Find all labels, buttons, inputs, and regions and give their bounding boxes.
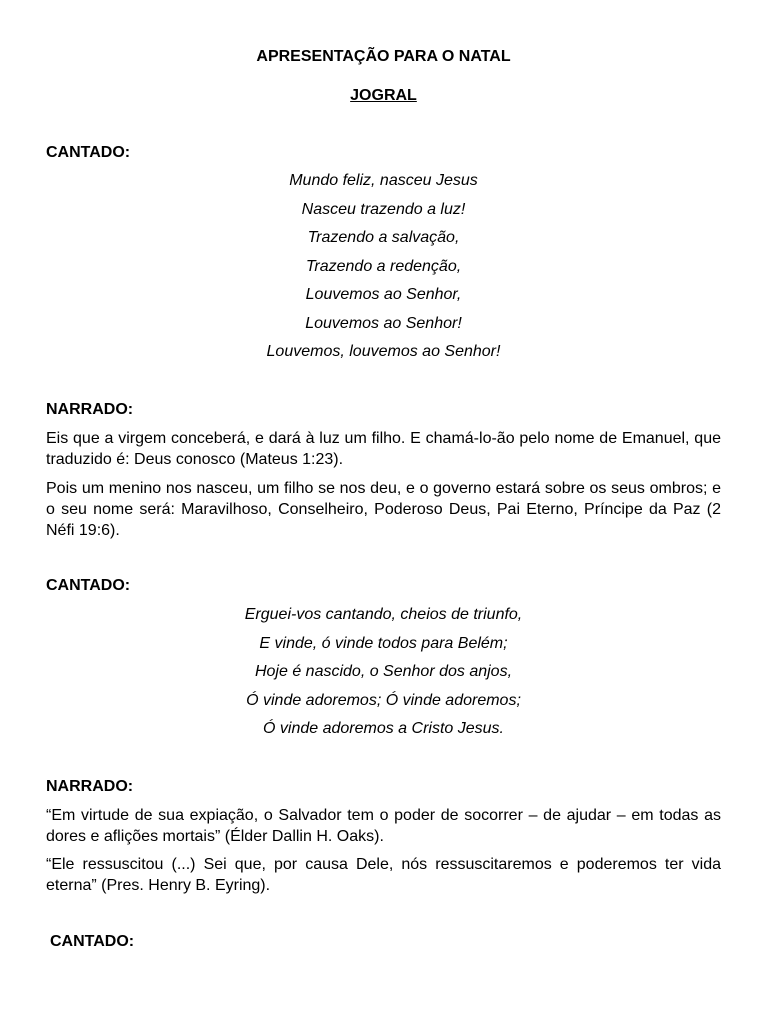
narration-paragraph: “Em virtude de sua expiação, o Salvador tem o poder de socorrer – de ajudar – em todas as dores e aflições mortais” (Élder Dallin H. Oaks).	[46, 807, 721, 845]
narration-paragraph: Eis que a virgem conceberá, e dará à luz um filho. E chamá-lo-ão pelo nome de Emanuel, que traduzido é: Deus conosco (Mateus 1:23).	[46, 430, 721, 468]
section-heading-narrado-1: NARRADO:	[46, 401, 134, 418]
verse-line: Trazendo a redenção,	[305, 257, 462, 275]
section-heading-cantado-3: CANTADO:	[50, 933, 135, 950]
verse-line: Trazendo a salvação,	[307, 229, 460, 246]
section-heading-cantado-1: CANTADO:	[46, 144, 131, 161]
narration-paragraph: Pois um menino nos nasceu, um filho se nos deu, e o governo estará sobre os seus ombros; e o seu nome será: Maravilhoso, Conselheiro, Poderoso Deus, Pai Eterno, Príncipe da Paz (2 Néfi 19:6).	[46, 480, 721, 539]
song-verse-2	[46, 605, 721, 748]
song-verse-1	[46, 171, 721, 371]
verse-line: Hoje é nascido, o Senhor dos anjos,	[254, 663, 513, 680]
verse-line: Ó vinde adoremos a Cristo Jesus.	[263, 720, 504, 737]
verse-line: Nasceu trazendo a luz!	[301, 200, 466, 218]
section-heading-narrado-2: NARRADO:	[46, 778, 134, 795]
verse-line: E vinde, ó vinde todos para Belém;	[259, 634, 508, 652]
document-title: APRESENTAÇÃO PARA O NATAL	[256, 48, 511, 65]
verse-line: Louvemos ao Senhor!	[305, 314, 462, 332]
narration-paragraph: “Ele ressuscitou (...) Sei que, por causa Dele, nós ressuscitaremos e poderemos ter vida eterna” (Pres. Henry B. Eyring).	[46, 856, 721, 894]
section-heading-cantado-2: CANTADO:	[46, 577, 131, 594]
verse-line: Louvemos, louvemos ao Senhor!	[266, 343, 501, 360]
verse-line: Erguei-vos cantando, cheios de triunfo,	[244, 606, 523, 623]
verse-line: Ó vinde adoremos; Ó vinde adoremos;	[246, 691, 521, 709]
verse-line: Louvemos ao Senhor,	[305, 286, 462, 303]
document-subtitle: JOGRAL	[350, 87, 417, 104]
verse-line: Mundo feliz, nasceu Jesus	[289, 172, 478, 189]
